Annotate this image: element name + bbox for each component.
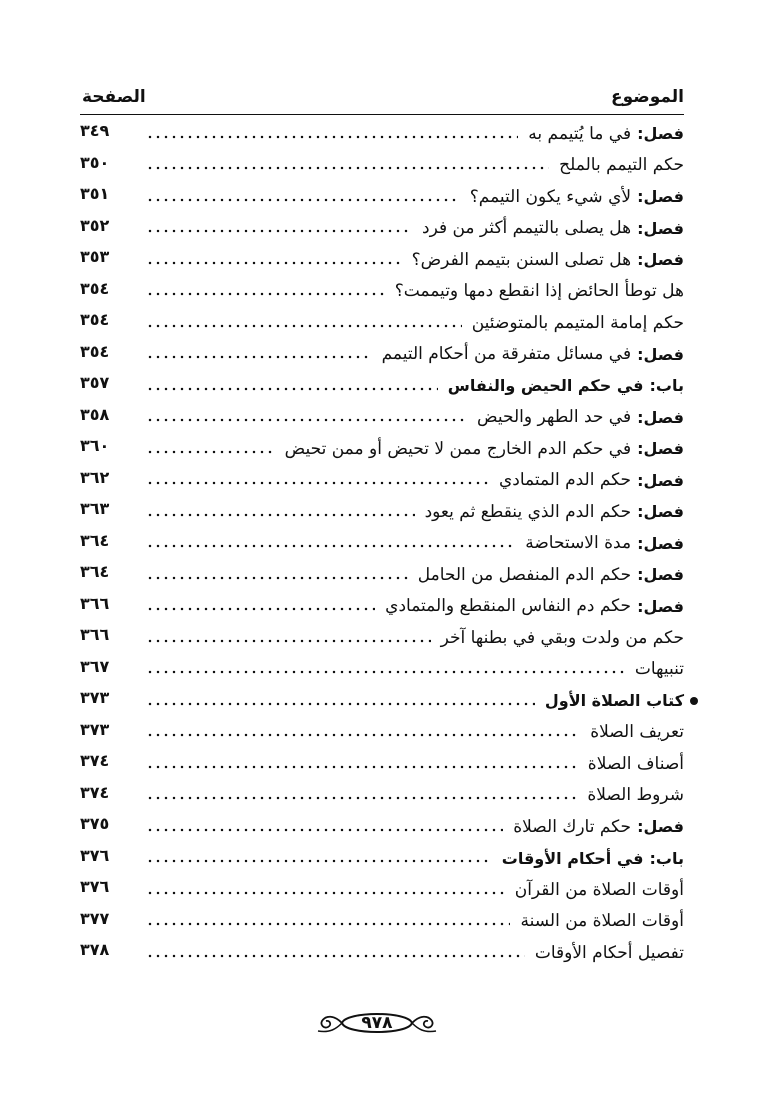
dot-leader: [146, 383, 438, 395]
toc-entry-prefix: فصل:: [637, 250, 684, 270]
toc-entry-prefix: باب:: [649, 376, 684, 396]
toc-entry-line: [146, 559, 684, 591]
toc-entry: [80, 748, 684, 780]
dot-leader: [146, 950, 525, 962]
toc-entry-line: [146, 402, 684, 434]
toc-entry: [80, 528, 684, 560]
dot-leader: [146, 918, 510, 930]
toc-entry: [80, 118, 684, 150]
dot-leader: [146, 761, 578, 773]
toc-entry-prefix: فصل:: [637, 565, 684, 585]
toc-entry-page: ٣٥٠: [80, 152, 110, 172]
toc-entry: [80, 465, 684, 497]
toc-entry-page: ٣٧٦: [80, 845, 110, 865]
toc-entry: [80, 811, 684, 843]
toc-entry: [80, 780, 684, 812]
dot-leader: [146, 162, 549, 174]
toc-entry-page: ٣٦٠: [80, 436, 110, 455]
toc-entry-title: تعريف الصلاة: [590, 722, 684, 743]
toc-entry-line: [146, 118, 684, 150]
toc-entry-page: ٣٧٥: [80, 814, 110, 833]
toc-entry-title: شروط الصلاة: [587, 785, 684, 806]
toc-entry: [80, 591, 684, 623]
dot-leader: [146, 225, 412, 237]
toc-entry-line: [146, 937, 684, 969]
toc-entry-line: [146, 591, 684, 623]
toc-entry-title: في أحكام الأوقات: [501, 848, 644, 868]
page-column-label: الصفحة: [82, 87, 146, 107]
toc-entry-title: مدة الاستحاضة: [525, 533, 632, 554]
toc-entry-prefix: فصل:: [637, 470, 684, 490]
toc-entry-page: ٣٧٣: [80, 688, 110, 707]
toc-entry-line: [146, 370, 684, 402]
toc-entry-line: [146, 181, 684, 213]
toc-entry-page: ٣٦٤: [80, 530, 110, 550]
toc-entry-title: أوقات الصلاة من القرآن: [514, 879, 684, 900]
toc-entry: [80, 496, 684, 528]
toc-entry-line: [146, 654, 684, 686]
toc-entry-title: كتاب الصلاة الأول: [544, 691, 684, 711]
toc-entry-title: حكم من ولدت وبقي في بطنها آخر: [440, 627, 684, 648]
dot-leader: [146, 288, 385, 300]
toc-entry-page: ٣٧٣: [80, 719, 110, 739]
dot-leader: [146, 603, 375, 615]
toc-entry-page: ٣٧٦: [80, 877, 110, 896]
dot-leader: [146, 666, 625, 678]
toc-entry-title: تفصيل أحكام الأوقات: [534, 942, 684, 963]
toc-entry: [80, 843, 684, 875]
toc-entry: [80, 906, 684, 938]
toc-entry: [80, 181, 684, 213]
toc-entry-page: ٣٦٣: [80, 499, 110, 518]
toc-entry-page: ٣٥٣: [80, 247, 110, 266]
toc-entry-page: ٣٦٤: [80, 562, 110, 581]
toc-entry-page: ٣٧٤: [80, 782, 110, 802]
toc-entry-line: [146, 496, 684, 528]
toc-entry-page: ٣٦٦: [80, 625, 110, 644]
toc-entry: [80, 559, 684, 591]
toc-entry: [80, 937, 684, 969]
dot-leader: [146, 855, 492, 867]
toc-entry-title: في مسائل متفرقة من أحكام التيمم: [381, 344, 632, 365]
toc-entry-line: [146, 843, 684, 875]
dot-leader: [146, 351, 372, 363]
toc-entry-prefix: فصل:: [637, 344, 684, 364]
toc-entry-line: [146, 213, 684, 245]
toc-entry-page: ٣٦٢: [80, 467, 110, 487]
toc-entry-title: حكم دم النفاس المنقطع والمتمادي: [385, 596, 632, 617]
dot-leader: [146, 194, 460, 206]
toc-entry-title: لأي شيء يكون التيمم؟: [469, 186, 632, 207]
dot-leader: [146, 414, 467, 426]
toc-entry-title: تنبيهات: [634, 659, 684, 680]
toc-entry-title: في ما يُتيمم به: [528, 123, 632, 144]
dot-leader: [146, 257, 402, 269]
toc-entry-page: ٣٧٧: [80, 908, 110, 928]
toc-entry-prefix: فصل:: [637, 596, 684, 616]
dot-leader: [146, 887, 505, 899]
dot-leader: [146, 698, 535, 710]
toc-entry-title: في حد الطهر والحيض: [477, 407, 632, 428]
page-header: [80, 80, 684, 115]
topic-column-label: الموضوع: [611, 87, 684, 107]
page-number: ٩٧٨: [361, 1013, 393, 1033]
toc-entry-page: ٣٤٩: [80, 121, 110, 140]
toc-entry-title: حكم الدم المنفصل من الحامل: [417, 564, 632, 585]
toc-entry-line: [146, 244, 684, 276]
toc-entry-page: ٣٥٨: [80, 404, 110, 424]
dot-leader: [146, 131, 518, 143]
toc-entry-title: هل تصلى السنن بتيمم الفرض؟: [411, 249, 632, 270]
toc-entry-line: [146, 433, 684, 465]
toc-entry-line: [146, 874, 684, 906]
toc-entry: [80, 150, 684, 182]
toc-entry-page: ٣٧٤: [80, 751, 110, 770]
toc-entry-page: ٣٦٦: [80, 593, 110, 613]
toc-entry-page: ٣٥٤: [80, 310, 110, 329]
toc-entry-line: [146, 465, 684, 497]
toc-entry-prefix: فصل:: [637, 187, 684, 207]
toc-entry-prefix: فصل:: [637, 502, 684, 522]
toc-entry-prefix: فصل:: [637, 817, 684, 837]
toc-entry: [80, 622, 684, 654]
dot-leader: [146, 635, 431, 647]
toc-entry-line: [146, 906, 684, 938]
toc-entry-title: حكم التيمم بالملح: [559, 155, 684, 176]
toc-entry-page: ٣٥٤: [80, 278, 110, 298]
table-of-contents: [80, 118, 684, 969]
toc-entry-title: في حكم الحيض والنفاس: [447, 376, 644, 396]
toc-entry-line: [146, 276, 684, 308]
toc-entry: [80, 433, 684, 465]
toc-entry-title: أوقات الصلاة من السنة: [520, 911, 684, 932]
toc-entry: [80, 276, 684, 308]
toc-entry-title: هل توطأ الحائض إذا انقطع دمها وتيممت؟: [394, 281, 684, 302]
toc-entry: [80, 307, 684, 339]
toc-entry-line: [146, 685, 684, 717]
toc-entry-title: حكم تارك الصلاة: [513, 816, 632, 837]
toc-entry-page: ٣٦٧: [80, 656, 110, 676]
toc-entry-page: ٣٥٧: [80, 373, 110, 392]
dot-leader: [146, 824, 503, 836]
toc-entry-title: أصناف الصلاة: [587, 753, 684, 774]
toc-entry: [80, 244, 684, 276]
toc-entry: [80, 402, 684, 434]
toc-entry: [80, 370, 684, 402]
toc-entry-page: ٣٥٤: [80, 341, 110, 361]
toc-entry-page: ٣٧٨: [80, 940, 110, 959]
bullet-icon: [690, 697, 698, 705]
toc-entry-line: [146, 339, 684, 371]
dot-leader: [146, 509, 415, 521]
toc-entry-page: ٣٥٢: [80, 215, 110, 235]
toc-entry-line: [146, 748, 684, 780]
toc-entry-line: [146, 717, 684, 749]
dot-leader: [146, 792, 577, 804]
toc-entry-line: [146, 150, 684, 182]
toc-entry-prefix: فصل:: [637, 218, 684, 238]
dot-leader: [146, 572, 408, 584]
dot-leader: [146, 729, 580, 741]
toc-entry: [80, 213, 684, 245]
toc-entry-title: في حكم الدم الخارج ممن لا تحيض أو ممن تحيض: [284, 438, 632, 459]
dot-leader: [146, 477, 489, 489]
toc-entry: [80, 339, 684, 371]
dot-leader: [146, 320, 462, 332]
toc-entry-prefix: فصل:: [637, 439, 684, 459]
toc-entry-line: [146, 528, 684, 560]
toc-entry-prefix: فصل:: [637, 407, 684, 427]
dot-leader: [146, 540, 515, 552]
toc-entry-line: [146, 811, 684, 843]
toc-entry-title: هل يصلى بالتيمم أكثر من فرد: [422, 218, 632, 239]
toc-entry: [80, 717, 684, 749]
toc-entry-line: [146, 780, 684, 812]
dot-leader: [146, 446, 275, 458]
toc-entry: [80, 685, 684, 717]
toc-entry-prefix: باب:: [649, 848, 684, 868]
toc-entry-line: [146, 307, 684, 339]
toc-entry-title: حكم الدم المتمادي: [498, 470, 632, 491]
toc-entry-prefix: فصل:: [637, 533, 684, 553]
toc-entry-line: [146, 622, 684, 654]
toc-entry: [80, 874, 684, 906]
toc-entry-prefix: فصل:: [637, 124, 684, 144]
toc-entry-title: حكم إمامة المتيمم بالمتوضئين: [471, 312, 684, 333]
toc-entry-page: ٣٥١: [80, 184, 110, 203]
toc-entry-title: حكم الدم الذي ينقطع ثم يعود: [424, 501, 632, 522]
toc-entry: [80, 654, 684, 686]
